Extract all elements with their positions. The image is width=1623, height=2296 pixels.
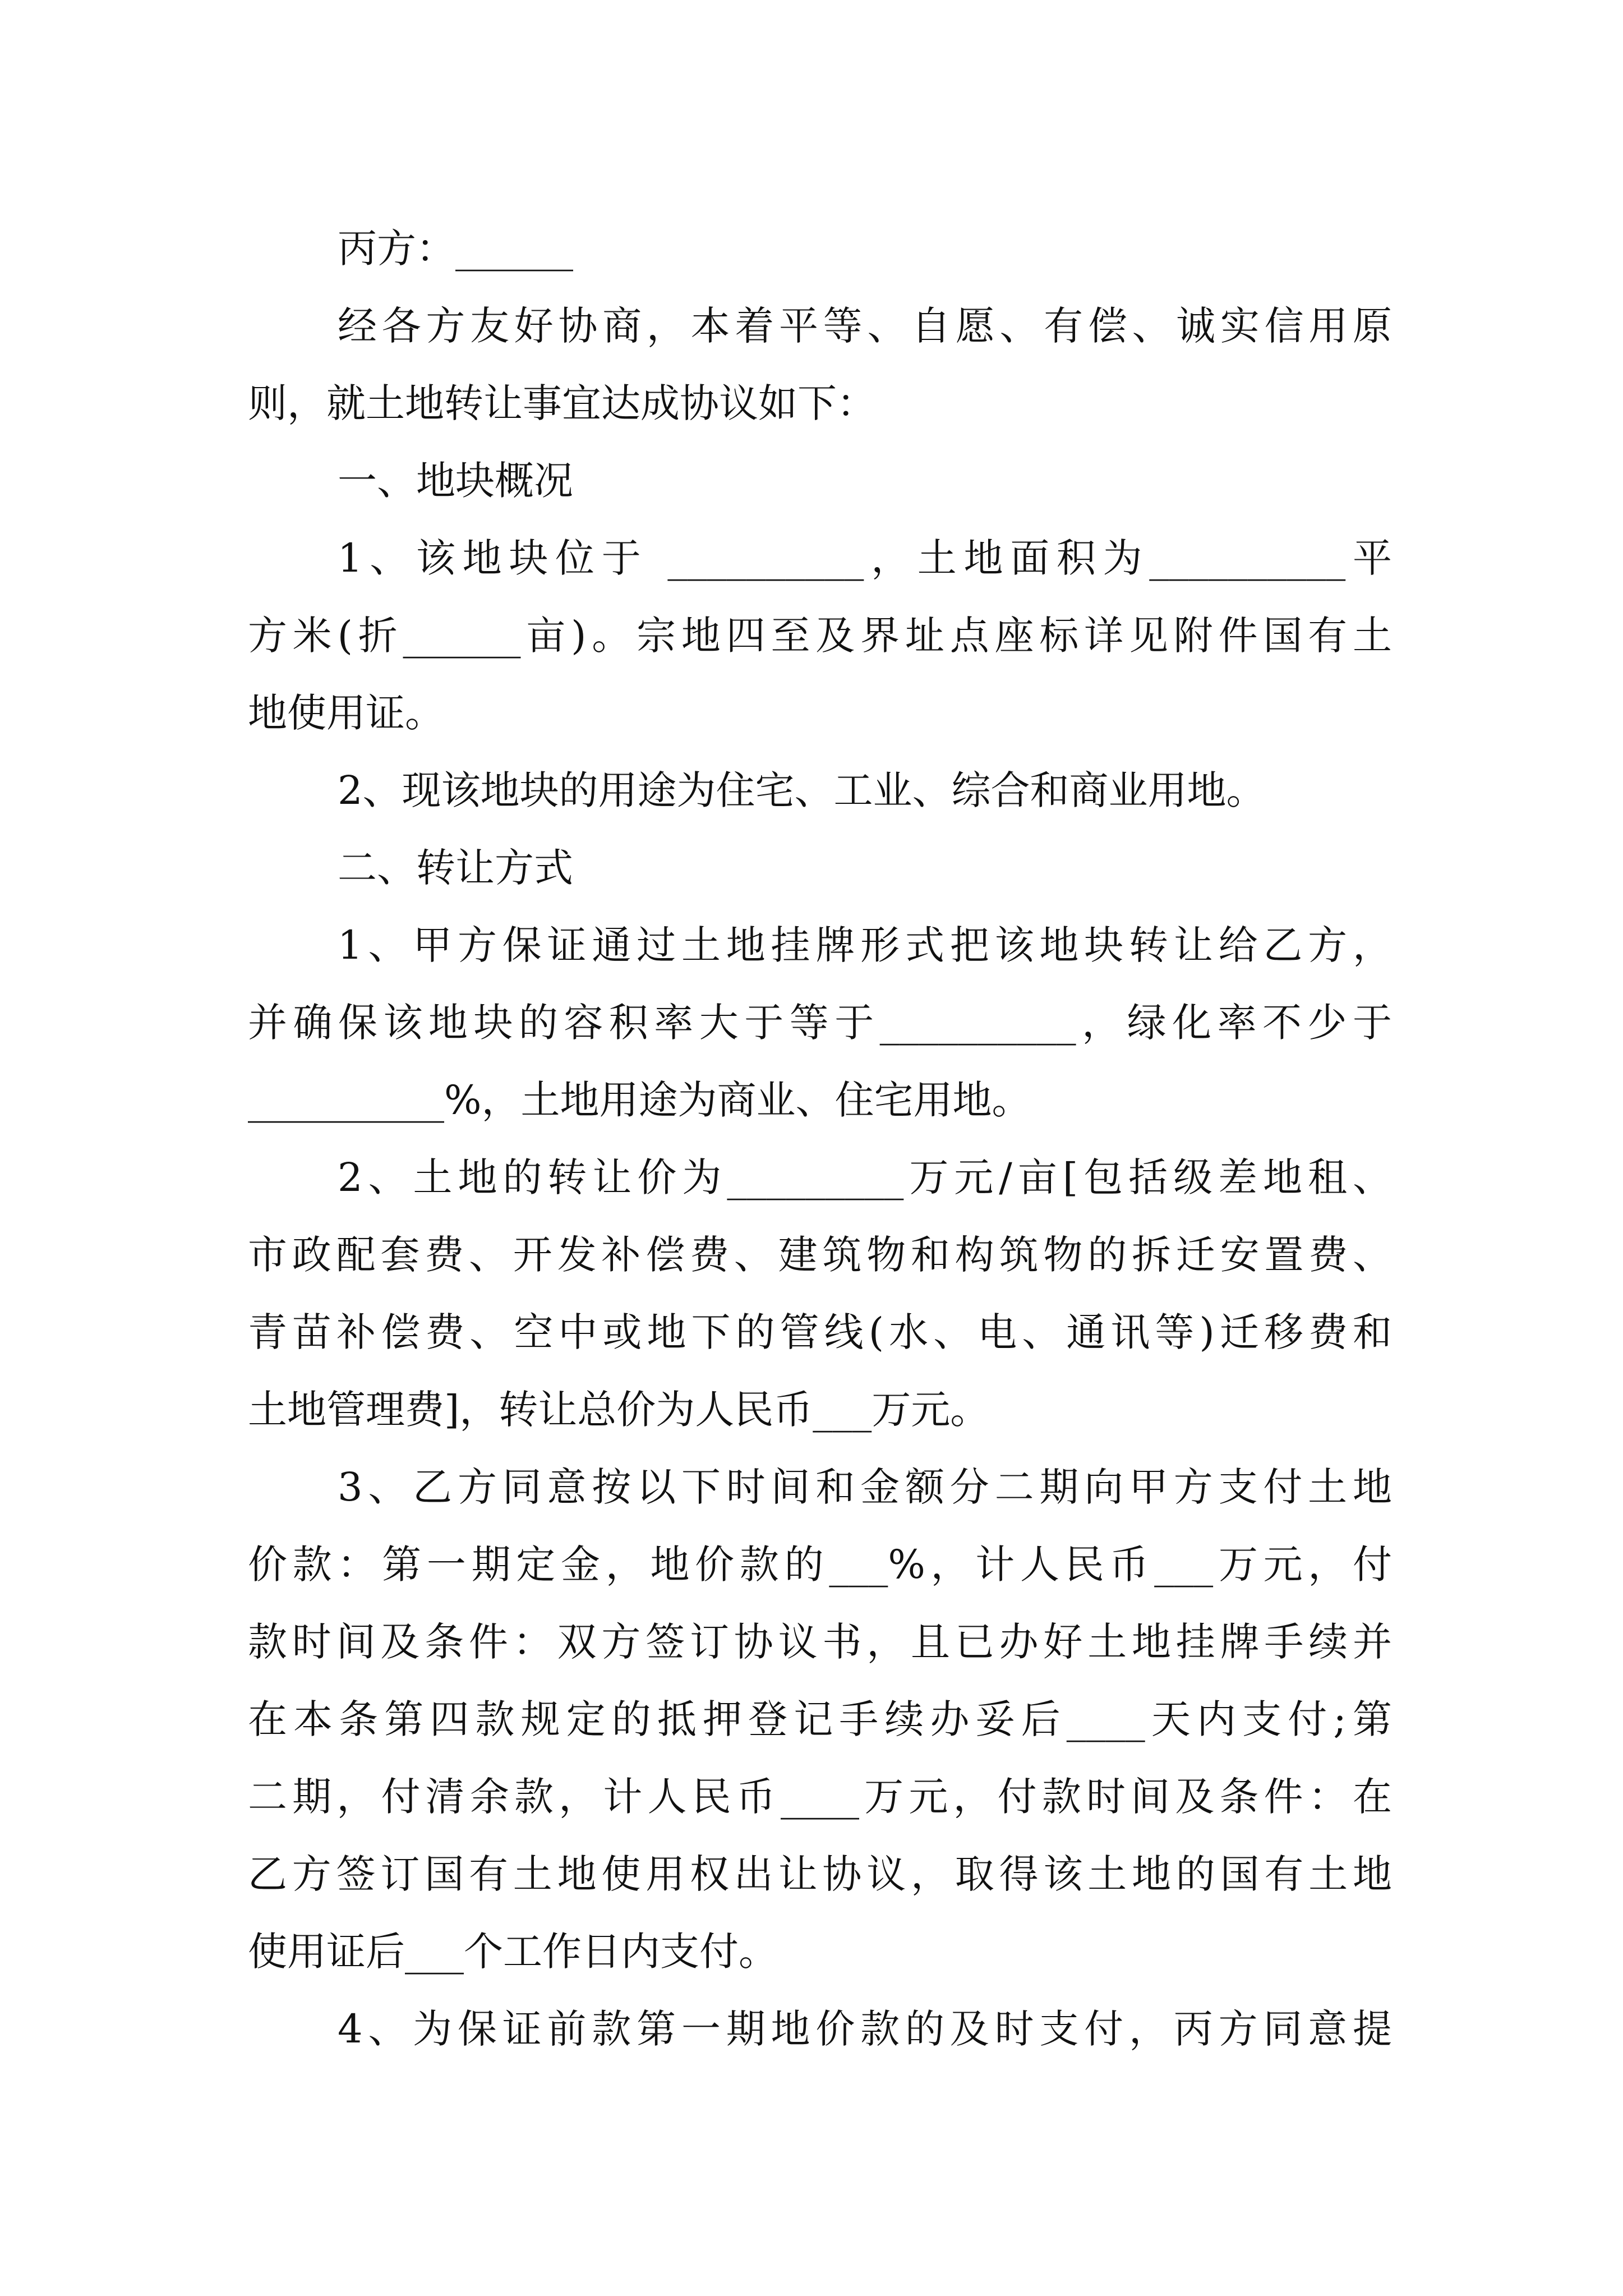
paragraph-line: __________%，土地用途为商业、住宅用地。 (248, 1077, 1031, 1123)
document-body (248, 210, 1392, 2068)
paragraph-line: 青苗补偿费、空中或地下的管线(水、电、通讯等)迁移费和 (248, 1309, 1392, 1355)
paragraph-line: 市政配套费、开发补偿费、建筑物和构筑物的拆迁安置费、 (248, 1232, 1392, 1278)
paragraph-line: 2、土地的转让价为_________万元/亩[包括级差地租、 (338, 1154, 1392, 1200)
section-heading: 二、转让方式 (338, 845, 573, 891)
paragraph-line: 二期，付清余款，计人民币____万元，付款时间及条件：在 (248, 1774, 1392, 1820)
paragraph-line: 方米(折______亩)。宗地四至及界址点座标详见附件国有土 (248, 613, 1392, 659)
paragraph-line: 地使用证。 (248, 690, 444, 736)
party-c-line: 丙方：______ (338, 226, 573, 272)
paragraph-line: 4、为保证前款第一期地价款的及时支付，丙方同意提 (338, 2006, 1392, 2052)
paragraph-line: 价款：第一期定金，地价款的___%，计人民币___万元，付 (248, 1542, 1392, 1588)
paragraph-line: 经各方友好协商，本着平等、自愿、有偿、诚实信用原 (338, 303, 1392, 349)
paragraph-line: 1、该地块位于 __________，土地面积为__________平 (338, 535, 1392, 581)
paragraph-line: 款时间及条件：双方签订协议书，且已办好土地挂牌手续并 (248, 1619, 1392, 1665)
paragraph-line: 使用证后___个工作日内支付。 (248, 1929, 778, 1975)
paragraph-line: 则，就土地转让事宜达成协议如下： (248, 380, 876, 426)
paragraph-line: 3、乙方同意按以下时间和金额分二期向甲方支付土地 (338, 1464, 1392, 1510)
paragraph-line: 乙方签订国有土地使用权出让协议，取得该土地的国有土地 (248, 1851, 1392, 1897)
paragraph-line: 在本条第四款规定的抵押登记手续办妥后____天内支付;第 (248, 1696, 1392, 1742)
paragraph-line: 1、甲方保证通过土地挂牌形式把该地块转让给乙方， (338, 922, 1392, 968)
paragraph-line: 并确保该地块的容积率大于等于__________，绿化率不少于 (248, 1000, 1392, 1046)
section-heading: 一、地块概况 (338, 458, 573, 504)
paragraph-line: 2、现该地块的用途为住宅、工业、综合和商业用地。 (338, 767, 1266, 813)
paragraph-line: 土地管理费]，转让总价为人民币___万元。 (248, 1387, 990, 1433)
